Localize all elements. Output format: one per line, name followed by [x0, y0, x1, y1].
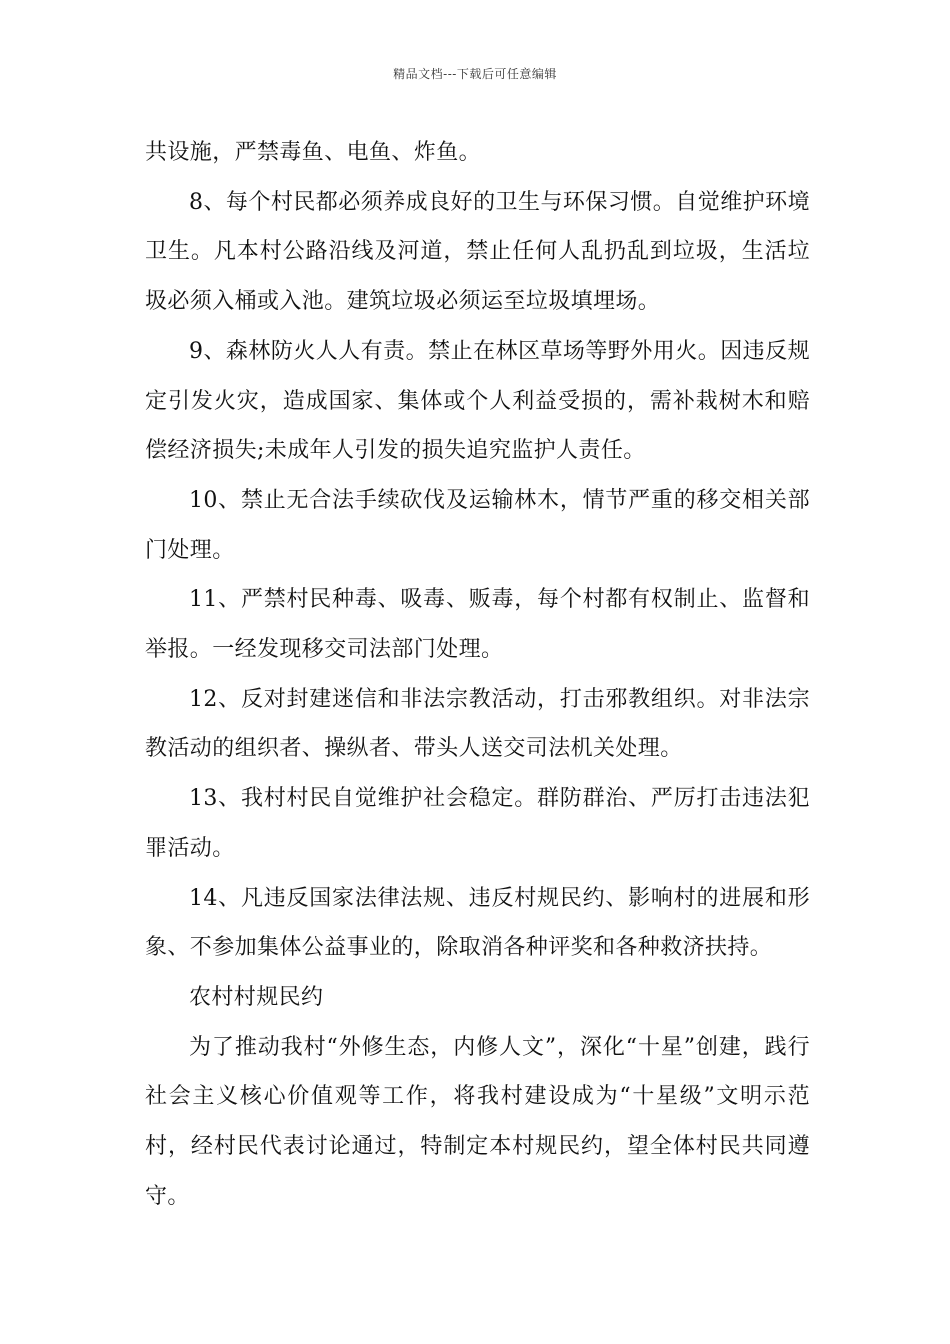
paragraph-rule-8: 8、每个村民都必须养成良好的卫生与环保习惯。自觉维护环境卫生。凡本村公路沿线及河道，禁止任何人乱扔乱到垃圾，生活垃圾必须入桶或入池。建筑垃圾必须运至垃圾填埋场。: [145, 189, 810, 315]
paragraph-rule-10: 10、禁止无合法手续砍伐及运输林木，情节严重的移交相关部门处理。: [145, 487, 810, 563]
document-body: [145, 128, 810, 1221]
paragraph-rule-12: 12、反对封建迷信和非法宗教活动，打击邪教组织。对非法宗教活动的组织者、操纵者、带头人送交司法机关处理。: [145, 686, 810, 762]
paragraph-rule-9: 9、森林防火人人有责。禁止在林区草场等野外用火。因违反规定引发火灾，造成国家、集体或个人利益受损的，需补栽树木和赔偿经济损失;未成年人引发的损失追究监护人责任。: [145, 338, 810, 464]
page-header: 精品文档---下载后可任意编辑: [393, 67, 557, 81]
paragraph-facilities-continued: 共设施，严禁毒鱼、电鱼、炸鱼。: [145, 140, 482, 165]
paragraph-rule-14: 14、凡违反国家法律法规、违反村规民约、影响村的进展和形象、不参加集体公益事业的，除取消各种评奖和各种救济扶持。: [145, 885, 810, 961]
section-heading: 农村村规民约: [189, 984, 324, 1010]
paragraph-preamble: 为了推动我村“外修生态，内修人文”，深化“十星”创建，践行社会主义核心价值观等工作，将我村建设成为“十星级”文明示范村，经村民代表讨论通过，特制定本村规民约，望全体村民共同遵守。: [145, 1034, 810, 1209]
paragraph-rule-13: 13、我村村民自觉维护社会稳定。群防群治、严厉打击违法犯罪活动。: [145, 786, 810, 861]
paragraph-rule-11: 11、严禁村民种毒、吸毒、贩毒，每个村都有权制止、监督和举报。一经发现移交司法部门处理。: [145, 587, 810, 663]
